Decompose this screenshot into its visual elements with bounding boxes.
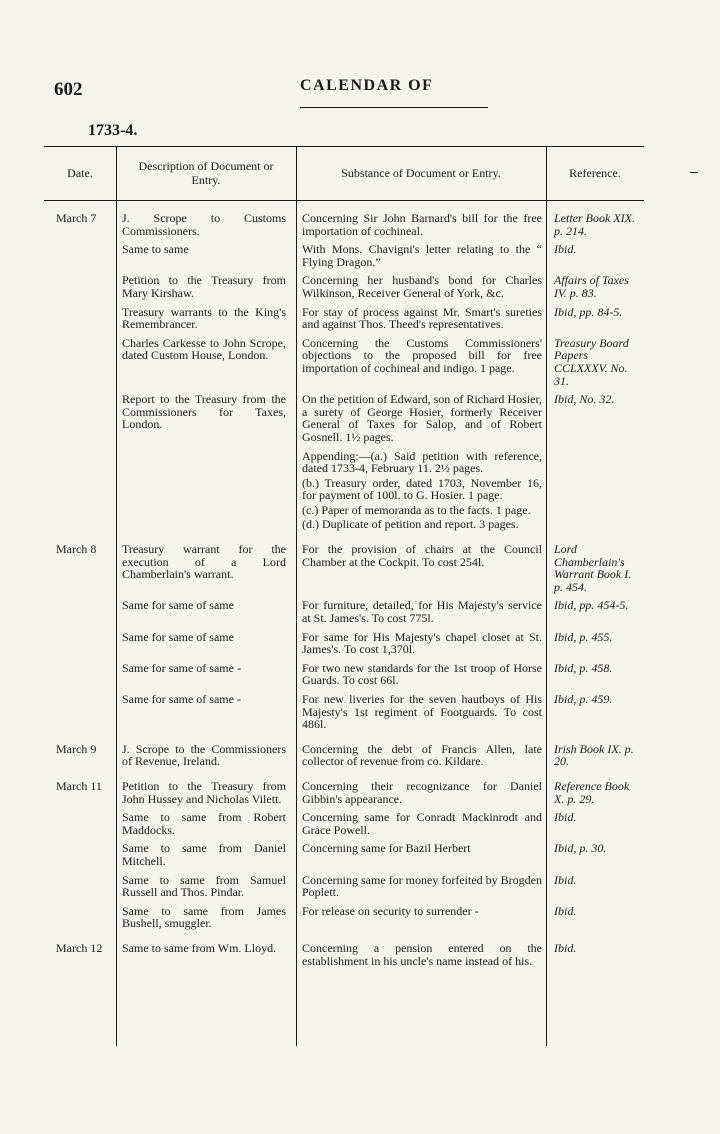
entry-date: March 7 [56,211,97,225]
table-row [44,518,644,531]
entry-reference: Ibid. [554,940,577,955]
entry-substance: For furniture, detailed, for His Majesty's service at St. James's. To cost 775l. [302,598,542,626]
entry-substance: Concerning the debt of Francis Allen, late collector of revenue from co. Kildare. [302,741,542,769]
table-row [44,874,644,899]
entry-description: Same to same from Wm. Lloyd. [122,940,277,955]
entry-reference [546,450,644,475]
entry-date [44,693,116,731]
entry-date [44,243,116,268]
entry-description [116,518,296,531]
entry-substance: Concerning a pension entered on the establishment in his uncle's name instead of his. [302,940,542,968]
entry-substance: Concerning Sir John Barnard's bill for the free importation of cochineal. [302,211,542,238]
header-description: Description of Document or Entry. [138,159,274,187]
entry-date [44,874,116,899]
table-row [44,662,644,687]
entry-reference: Affairs of Taxes IV. p. 83. [554,273,629,300]
entry-description: Same to same from Robert Maddocks. [122,810,286,837]
table-row [44,811,644,836]
running-title: CALENDAR OF [300,77,434,94]
entry-reference: Letter Book XIX. p. 214. [554,211,635,238]
entry-reference: Reference Book X. p. 29. [554,778,630,806]
entry-description: Petition to the Treasury from Mary Kirshaw. [122,273,286,300]
table-row [44,337,644,387]
entry-substance: Concerning same for Conradt Mackinrodt and Grace Powell. [302,810,542,837]
entry-description: Same for same of same - [122,692,241,706]
entry-date: March 8 [56,542,97,557]
header-date: Date. [67,166,93,180]
entry-substance: (b.) Treasury order, dated 1703, November 16, for payment of 100l. to G. Hosier. 1 page. [302,475,542,503]
entry-substance: For two new standards for the 1st troop of Horse Guards. To cost 66l. [302,660,542,688]
table-row [44,842,644,867]
entry-reference: Ibid, p. 459. [554,692,613,706]
entry-date [44,662,116,687]
margin-dash [690,172,698,173]
page-number: 602 [54,79,83,100]
entry-date [44,842,116,867]
entry-reference: Ibid, p. 30. [554,841,607,856]
entry-date [44,274,116,299]
header-reference: Reference. [569,166,621,180]
table-row [44,274,644,299]
entry-reference: Ibid, p. 458. [554,660,613,675]
table-row [44,477,644,502]
entry-description: Same for same of same [122,598,234,613]
entry-description: Same to same [122,242,189,257]
entry-substance: On the petition of Edward, son of Richard Hosier, a surety of George Hosier, formerly Receiver General of Taxes for Salop, and of Robert Gosnell. 1½ pages. [302,392,542,444]
entry-substance: Concerning same for money forfeited by Brogden Poplett. [302,872,542,900]
entry-date [44,905,116,930]
entry-substance: Appending:—(a.) Said petition with reference, dated 1733-4, February 11. 2½ pages. [302,448,542,476]
entry-reference: Ibid. [554,872,577,887]
entry-substance: With Mons. Chavigni's letter relating to the “ Flying Dragon.” [302,242,542,269]
entry-substance: Concerning same for Bazil Herbert [302,841,471,856]
entry-reference: Ibid, pp. 84-5. [554,304,623,319]
entry-date [44,599,116,624]
entry-description [116,477,296,502]
entry-date [44,337,116,387]
year-heading: 1733-4. [88,122,138,139]
title-rule [300,107,488,108]
entry-date: March 11 [56,778,102,793]
entry-substance: (d.) Duplicate of petition and report. 3 pages. [302,517,519,532]
entry-date [44,811,116,836]
entry-description: Same to same from Daniel Mitchell. [122,841,286,868]
entry-description: Same for same of same [122,629,234,644]
table-row [44,942,644,967]
entry-date [44,477,116,502]
entry-reference: Ibid, p. 455. [554,629,613,644]
table-row [44,743,644,768]
entry-description: J. Scrope to the Commissioners of Revenue, Ireland. [122,741,286,769]
table-row [44,599,644,624]
table-row [44,212,644,237]
table-row [44,543,644,593]
entry-reference: Irish Book IX. p. 20. [554,741,634,769]
entry-description: J. Scrope to Customs Commissioners. [122,211,286,238]
table-row [44,393,644,443]
entry-date [44,450,116,475]
entry-substance: For the provision of chairs at the Council Chamber at the Cockpit. To cost 254l. [302,542,542,569]
entry-substance: For release on security to surrender - [302,903,479,918]
header-bottom-rule [44,200,644,201]
header-substance: Substance of Document or Entry. [341,166,501,180]
entry-date: March 12 [56,940,103,955]
entry-date: March 9 [56,741,97,756]
calendar-table-body [44,212,644,967]
entry-description: Same to same from James Bushell, smuggler. [122,903,286,931]
entry-substance: For stay of process against Mr. Smart's sureties and against Thos. Theed's representatives. [302,304,542,332]
entry-description [116,450,296,475]
entry-description: Same to same from Samuel Russell and Thos. Pindar. [122,872,286,900]
table-row [44,780,644,805]
entry-reference: Treasury Board Papers CCLXXXV. No. 31. [554,335,629,388]
entry-reference: Ibid, pp. 454-5. [554,598,629,613]
entry-description [116,504,296,517]
entry-substance: Concerning the Customs Commissioners' objections to the proposed bill for free importation of cochineal and indigo. 1 page. [302,335,542,375]
entry-reference [546,477,644,502]
table-row [44,905,644,930]
entry-date [44,504,116,517]
table-row [44,306,644,331]
entry-reference: Ibid. [554,810,577,825]
entry-substance: Concerning their recognizance for Daniel Gibbin's appearance. [302,778,542,806]
entry-description: Same for same of same - [122,660,241,675]
entry-date [44,518,116,531]
entry-substance: Concerning her husband's bond for Charles Wilkinson, Receiver General of York, &c. [302,273,542,300]
table-row [44,693,644,731]
entry-description: Treasury warrants to the King's Remembrancer. [122,304,286,332]
entry-date [44,393,116,443]
entry-substance: (c.) Paper of memoranda as to the facts. 1 page. [302,502,531,517]
table-row [44,243,644,268]
entry-date [44,631,116,656]
entry-description: Treasury warrant for the execution of a Lord Chamberlain's warrant. [122,542,286,582]
entry-description: Report to the Treasury from the Commissioners for Taxes, London. [122,392,286,432]
entry-reference: Ibid, No. 32. [554,392,615,407]
entry-reference: Ibid. [554,903,577,918]
entry-reference [546,504,644,517]
entry-description: Petition to the Treasury from John Hussey and Nicholas Vilett. [122,778,286,806]
entry-reference [546,518,644,531]
entry-substance: For same for His Majesty's chapel closet at St. James's. To cost 1,370l. [302,629,542,657]
entry-reference: Lord Chamberlain's Warrant Book I. p. 454. [554,542,632,594]
table-row [44,450,644,475]
table-row [44,504,644,517]
table-row [44,631,644,656]
entry-substance: For new liveries for the seven hautboys of His Majesty's 1st regiment of Footguards. To cost 486l. [302,692,542,732]
entry-date [44,306,116,331]
entry-description: Charles Carkesse to John Scrope, dated Custom House, London. [122,335,286,363]
entry-reference: Ibid. [554,242,577,257]
